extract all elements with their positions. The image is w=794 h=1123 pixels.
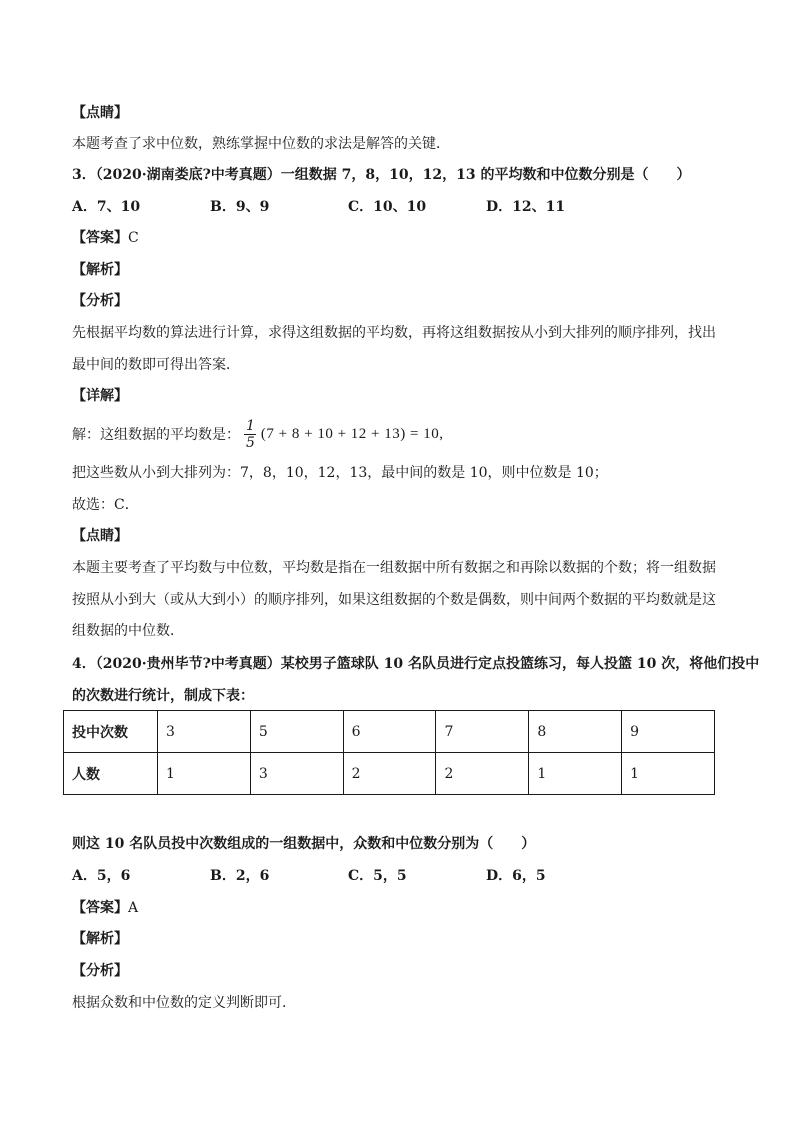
q4-option-b: B．2，6 bbox=[210, 868, 270, 884]
q4-fenxi-line-1: 根据众数和中位数的定义判断即可． bbox=[72, 995, 296, 1011]
q3-dianjing-line-2: 按照从小到大（或从大到小）的顺序排列，如果这组数据的个数是偶数，则中间两个数据的平均数就是这 bbox=[72, 592, 716, 608]
q3-fenxi-label: 【分析】 bbox=[72, 293, 128, 309]
q3-dianjing-label: 【点睛】 bbox=[72, 528, 128, 544]
answer-value: A bbox=[128, 900, 139, 916]
table-cell: 1 bbox=[158, 753, 251, 795]
table-cell: 7 bbox=[436, 711, 529, 753]
table-cell: 6 bbox=[343, 711, 436, 753]
fraction-numerator: 1 bbox=[246, 417, 255, 434]
table-row bbox=[64, 711, 715, 753]
table-row-header-throws: 投中次数 bbox=[64, 711, 158, 753]
fraction-denominator: 5 bbox=[246, 434, 255, 451]
table-cell: 1 bbox=[622, 753, 715, 795]
q3-dianjing-line-3: 组数据的中位数． bbox=[72, 623, 184, 639]
solution-prefix: 解：这组数据的平均数是： bbox=[72, 427, 240, 443]
dianjing-text: 本题考查了求中位数，熟练掌握中位数的求法是解答的关键． bbox=[72, 136, 450, 152]
q4-data-table bbox=[63, 710, 715, 795]
q3-option-c: C．10、10 bbox=[348, 199, 427, 215]
answer-label: 【答案】 bbox=[72, 230, 128, 246]
q3-dianjing-line-1: 本题主要考查了平均数与中位数，平均数是指在一组数据中所有数据之和再除以数据的个数；将一组数据 bbox=[72, 560, 716, 576]
table-cell: 5 bbox=[250, 711, 343, 753]
solution-expression: (7 + 8 + 10 + 12 + 13) = 10, bbox=[260, 425, 444, 442]
table-cell: 2 bbox=[436, 753, 529, 795]
dianjing-label: 【点睛】 bbox=[72, 105, 128, 121]
table-cell: 3 bbox=[250, 753, 343, 795]
table-cell: 1 bbox=[529, 753, 622, 795]
q4-answer bbox=[72, 898, 138, 918]
table-row bbox=[64, 753, 715, 795]
q4-option-d: D．6，5 bbox=[486, 868, 546, 884]
q4-stem-line-2: 的次数进行统计，制成下表： bbox=[72, 688, 254, 704]
q3-choose-line: 故选：C． bbox=[72, 497, 139, 513]
q3-fenxi-line-2: 最中间的数即可得出答案． bbox=[72, 357, 240, 373]
q4-stem-line-1: 4．（2020·贵州毕节?中考真题）某校男子篮球队 10 名队员进行定点投篮练习，每人投篮 10 次，将他们投中 bbox=[72, 656, 760, 672]
q3-answer bbox=[72, 228, 139, 248]
q3-solution-formula bbox=[72, 414, 443, 454]
fraction bbox=[244, 418, 257, 451]
table-row-header-people: 人数 bbox=[64, 753, 158, 795]
answer-value: C bbox=[128, 230, 139, 246]
table-cell: 2 bbox=[343, 753, 436, 795]
q3-option-d: D．12、11 bbox=[486, 199, 566, 215]
q3-option-b: B．9、9 bbox=[210, 199, 270, 215]
q4-option-c: C．5，5 bbox=[348, 868, 407, 884]
q3-jiexi-label: 【解析】 bbox=[72, 262, 128, 278]
q4-jiexi-label: 【解析】 bbox=[72, 931, 128, 947]
table-cell: 8 bbox=[529, 711, 622, 753]
q4-question: 则这 10 名队员投中次数组成的一组数据中，众数和中位数分别为（ ） bbox=[72, 836, 536, 852]
q3-sorted-line: 把这些数从小到大排列为：7，8，10，12，13，最中间的数是 10，则中位数是 10； bbox=[72, 465, 608, 481]
table-cell: 3 bbox=[158, 711, 251, 753]
q3-stem: 3．（2020·湖南娄底?中考真题）一组数据 7，8，10，12，13 的平均数和中位数分别是（ ） bbox=[72, 167, 691, 183]
answer-label: 【答案】 bbox=[72, 900, 128, 916]
q4-fenxi-label: 【分析】 bbox=[72, 963, 128, 979]
q3-fenxi-line-1: 先根据平均数的算法进行计算，求得这组数据的平均数，再将这组数据按从小到大排列的顺序排列，找出 bbox=[72, 325, 716, 341]
q3-option-a: A．7、10 bbox=[72, 199, 141, 215]
table-cell: 9 bbox=[622, 711, 715, 753]
q3-xiangjie-label: 【详解】 bbox=[72, 388, 128, 404]
q4-option-a: A．5，6 bbox=[72, 868, 131, 884]
